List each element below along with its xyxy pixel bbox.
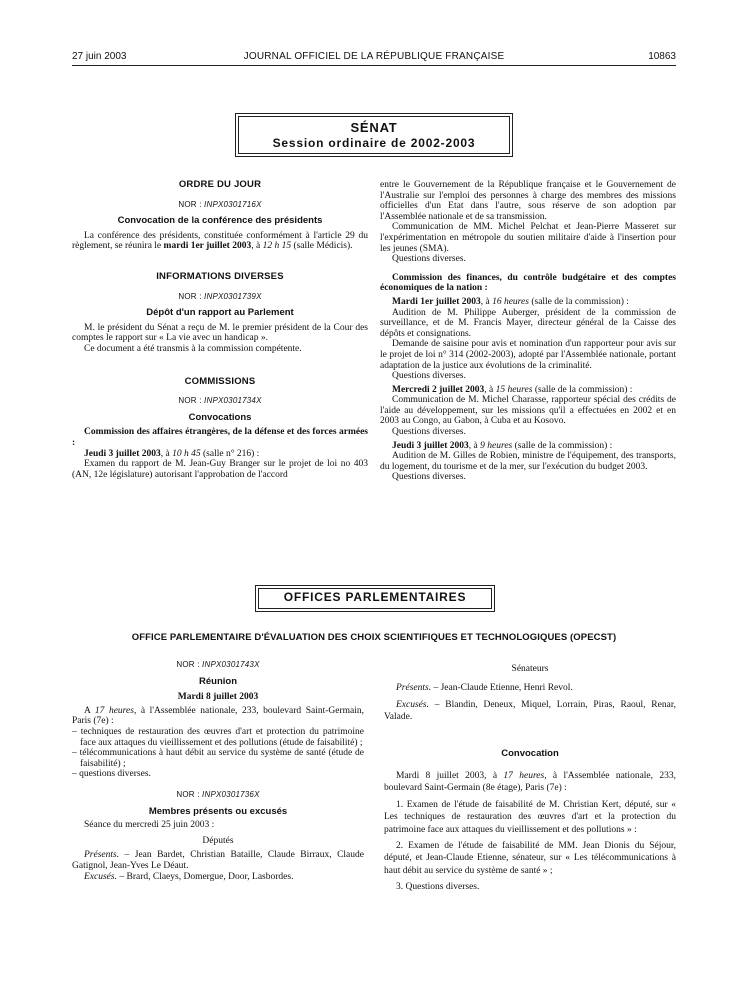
auberger-audition: Audition de M. Philippe Auberger, président de la commission de surveillance, et de M. Francis Mayer, directeur général de la Caisse des dépôts et consignations. xyxy=(380,307,676,339)
questions-diverses: Questions diverses. xyxy=(392,427,466,438)
depot-rapport-heading: Dépôt d'un rapport au Parlement xyxy=(146,307,294,319)
accord-continuation: entre le Gouvernement de la République française et le Gouvernement de l'Australie sur l'emploi des personnes à charge des membres des missions officielles d'un Etat dans l'autre, sous réserve de son adoption par l'Assemblée nationale et de sa transmission. xyxy=(380,180,676,222)
agenda-item: – télécommunications à haut débit au service du système de santé (étude de faisabilité) ; xyxy=(72,748,364,769)
pelchat-communication: Communication de MM. Michel Pelchat et Jean-Pierre Masseret sur l'expérimentation en métropole du soutien militaire d'aide à l'insertion pour les jeunes (SMA). xyxy=(380,222,676,254)
senat-title: SÉNAT xyxy=(350,120,398,135)
convocation-location: Mardi 8 juillet 2003, à 17 heures, à l'Assemblée nationale, 233, boulevard Saint-Germain (8e étage), Paris (7e) : xyxy=(384,771,676,794)
agenda-item: – questions diverses. xyxy=(72,769,151,780)
senateurs-presents: Présents. – Jean-Claude Etienne, Henri Revol. xyxy=(396,683,573,694)
depot-paragraph-2: Ce document a été transmis à la commission compétente. xyxy=(84,343,302,354)
questions-diverses: Questions diverses. xyxy=(392,472,466,483)
convocation-heading: Convocation xyxy=(501,747,559,759)
membres-heading: Membres présents ou excusés xyxy=(148,805,288,817)
reunion-location: A 17 heures, à l'Assemblée nationale, 233, boulevard Saint-Germain, Paris (7e) : xyxy=(72,705,364,727)
nor-ref: NOR : INPX0301743X xyxy=(176,660,260,669)
saisine-avis: Demande de saisine pour avis et nomination d'un rapporteur pour avis sur le projet de loi n° 314 (2002-2003), adopté par l'Assemblée nationale, portant adaptation de la justice aux évolutions de la criminalité. xyxy=(380,339,676,371)
nor-ref: NOR : INPX0301734X xyxy=(178,396,262,406)
charasse-communication: Communication de M. Michel Charasse, rapporteur spécial des crédits de l'aide au développement, sur les missions qu'il a effectuées en 2002 et en 2003 au Congo, au Gabon, à Cuba et au Kosovo. xyxy=(380,395,676,427)
nor-ref: NOR : INPX0301739X xyxy=(178,291,262,301)
bottom-left-column xyxy=(72,660,364,882)
finances-schedule-3: Jeudi 3 juillet 2003, à 9 heures (salle de la commission) : xyxy=(392,440,613,451)
commission-finances-title: Commission des finances, du contrôle budgétaire et des comptes économiques de la nation : xyxy=(380,272,676,294)
convocation-item-2: 2. Examen de l'étude de faisabilité de MM. Jean Dionis du Séjour, député, et Jean-Claude Etienne, sénateur, sur « Les télécommunications à haut débit au service du système de santé » ; xyxy=(384,841,676,876)
questions-diverses: Questions diverses. xyxy=(392,254,466,265)
convocation-presidents-heading: Convocation de la conférence des présidents xyxy=(117,215,323,227)
reunion-heading: Réunion xyxy=(199,675,237,687)
senateurs-excuses: Excusés. – Blandin, Deneux, Miquel, Lorrain, Piras, Raoul, Renar, Valade. xyxy=(384,699,676,723)
offices-title: OFFICES PARLEMENTAIRES xyxy=(258,588,492,609)
convocations-heading: Convocations xyxy=(188,411,252,423)
senat-session: Session ordinaire de 2002-2003 xyxy=(272,136,476,150)
left-column xyxy=(72,180,368,480)
offices-title-box xyxy=(255,585,495,612)
header-date: 27 juin 2003 xyxy=(72,51,127,62)
header-page-number: 10863 xyxy=(648,51,676,62)
commissions-heading: COMMISSIONS xyxy=(184,375,256,387)
seance-date: Séance du mercredi 25 juin 2003 : xyxy=(84,820,215,831)
deputes-excuses: Excusés. – Brard, Claeys, Domergue, Door, Lasbordes. xyxy=(84,871,294,882)
right-column xyxy=(380,180,676,483)
nor-ref: NOR : INPX0301736X xyxy=(176,789,260,799)
commission-affaires-etrangeres-title: Commission des affaires étrangères, de la défense et des forces armées : xyxy=(72,427,368,448)
depot-paragraph-1: M. le président du Sénat a reçu de M. le premier président de la Cour des comptes le rapport sur « La vie avec un handicap ». xyxy=(72,322,368,344)
agenda-item: – techniques de restauration des œuvres d'art et protection du patrimoine face aux attaques du vieillissement et des pollutions (étude de faisabilité) ; xyxy=(72,726,364,748)
reunion-date: Mardi 8 juillet 2003 xyxy=(177,692,259,703)
convocation-item-1: 1. Examen de l'étude de faisabilité de M. Christian Kert, député, sur « Les techniques de restauration des œuvres d'art et la protection du patrimoine face aux attaques du vieillissement et des pollutions » : xyxy=(384,799,676,835)
questions-diverses: Questions diverses. xyxy=(392,371,466,382)
convocation-item-3: 3. Questions diverses. xyxy=(396,882,480,893)
ordre-du-jour-heading: ORDRE DU JOUR xyxy=(178,179,262,190)
cae-text: Examen du rapport de M. Jean-Guy Branger sur le projet de loi no 403 (AN, 12e législature) autorisant l'approbation de l'accord xyxy=(72,459,368,480)
cae-schedule: Jeudi 3 juillet 2003, à 10 h 45 (salle n° 216) : xyxy=(84,448,260,459)
header-journal-title: JOURNAL OFFICIEL DE LA RÉPUBLIQUE FRANÇAISE xyxy=(243,51,505,62)
senateurs-label: Sénateurs xyxy=(511,664,549,674)
finances-schedule-2: Mercredi 2 juillet 2003, à 15 heures (salle de la commission) : xyxy=(392,384,633,395)
finances-schedule-1: Mardi 1er juillet 2003, à 16 heures (salle de la commission) : xyxy=(392,296,629,307)
informations-diverses-heading: INFORMATIONS DIVERSES xyxy=(156,270,284,282)
senat-title-box xyxy=(235,113,513,157)
opecst-heading: OFFICE PARLEMENTAIRE D'ÉVALUATION DES CHOIX SCIENTIFIQUES ET TECHNOLOGIQUES (OPECST) xyxy=(131,632,617,643)
page-header xyxy=(72,49,676,66)
deputes-label: Députés xyxy=(202,835,234,846)
bottom-right-column xyxy=(384,663,676,894)
nor-ref: NOR : INPX0301716X xyxy=(178,199,262,209)
robien-audition: Audition de M. Gilles de Robien, ministre de l'équipement, des transports, du logement, du tourisme et de la mer, sur l'exécution du budget 2003. xyxy=(380,451,676,472)
convocation-paragraph: La conférence des présidents, constituée conformément à l'article 29 du règlement, se réunira le mardi 1er juillet 2003, à 12 h 15 (salle Médicis). xyxy=(72,230,368,252)
deputes-presents: Présents. – Jean Bardet, Christian Bataille, Claude Birraux, Claude Gatignol, Jean-Yves Le Déaut. xyxy=(72,850,364,871)
